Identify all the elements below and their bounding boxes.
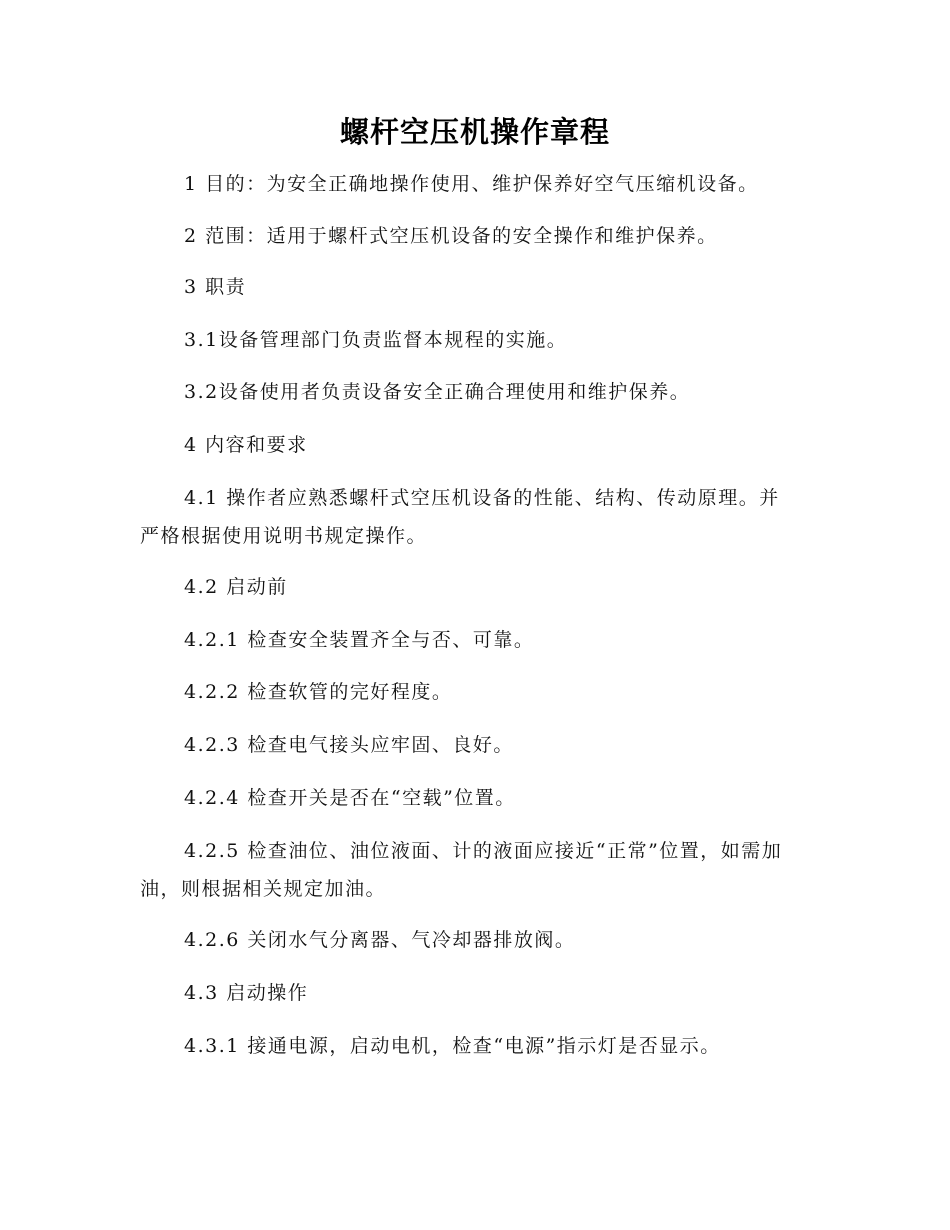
paragraph-4-3: 4.3 启动操作 [184, 982, 309, 1004]
paragraph-3-2: 3.2设备使用者负责设备安全正确合理使用和维护保养。 [184, 381, 691, 403]
paragraph-4-2-4: 4.2.4 检查开关是否在“空载”位置。 [184, 787, 516, 809]
paragraph-4-3-1: 4.3.1 接通电源，启动电机，检查“电源”指示灯是否显示。 [184, 1035, 721, 1057]
paragraph-responsibility: 3 职责 [184, 276, 247, 298]
paragraph-scope: 2 范围：适用于螺杆式空压机设备的安全操作和维护保养。 [184, 225, 718, 247]
paragraph-4-2-2: 4.2.2 检查软管的完好程度。 [184, 681, 453, 703]
paragraph-4-2-3: 4.2.3 检查电气接头应牢固、良好。 [184, 734, 514, 756]
document-title: 螺杆空压机操作章程 [339, 115, 610, 149]
paragraph-content-requirements: 4 内容和要求 [184, 434, 308, 456]
paragraph-4-2-6: 4.2.6 关闭水气分离器、气冷却器排放阀。 [184, 929, 576, 951]
paragraph-4-2: 4.2 启动前 [184, 576, 288, 598]
paragraph-4-2-1: 4.2.1 检查安全装置齐全与否、可靠。 [184, 629, 535, 651]
paragraph-4-2-5: 4.2.5 检查油位、油位液面、计的液面应接近“正常”位置，如需加油，则根据相关规定加油。 [140, 840, 783, 900]
paragraph-3-1: 3.1设备管理部门负责监督本规程的实施。 [184, 329, 568, 351]
paragraph-4-1: 4.1 操作者应熟悉螺杆式空压机设备的性能、结构、传动原理。并严格根据使用说明书规定操作。 [140, 487, 780, 547]
paragraph-purpose: 1 目的：为安全正确地操作使用、维护保养好空气压缩机设备。 [184, 173, 759, 195]
